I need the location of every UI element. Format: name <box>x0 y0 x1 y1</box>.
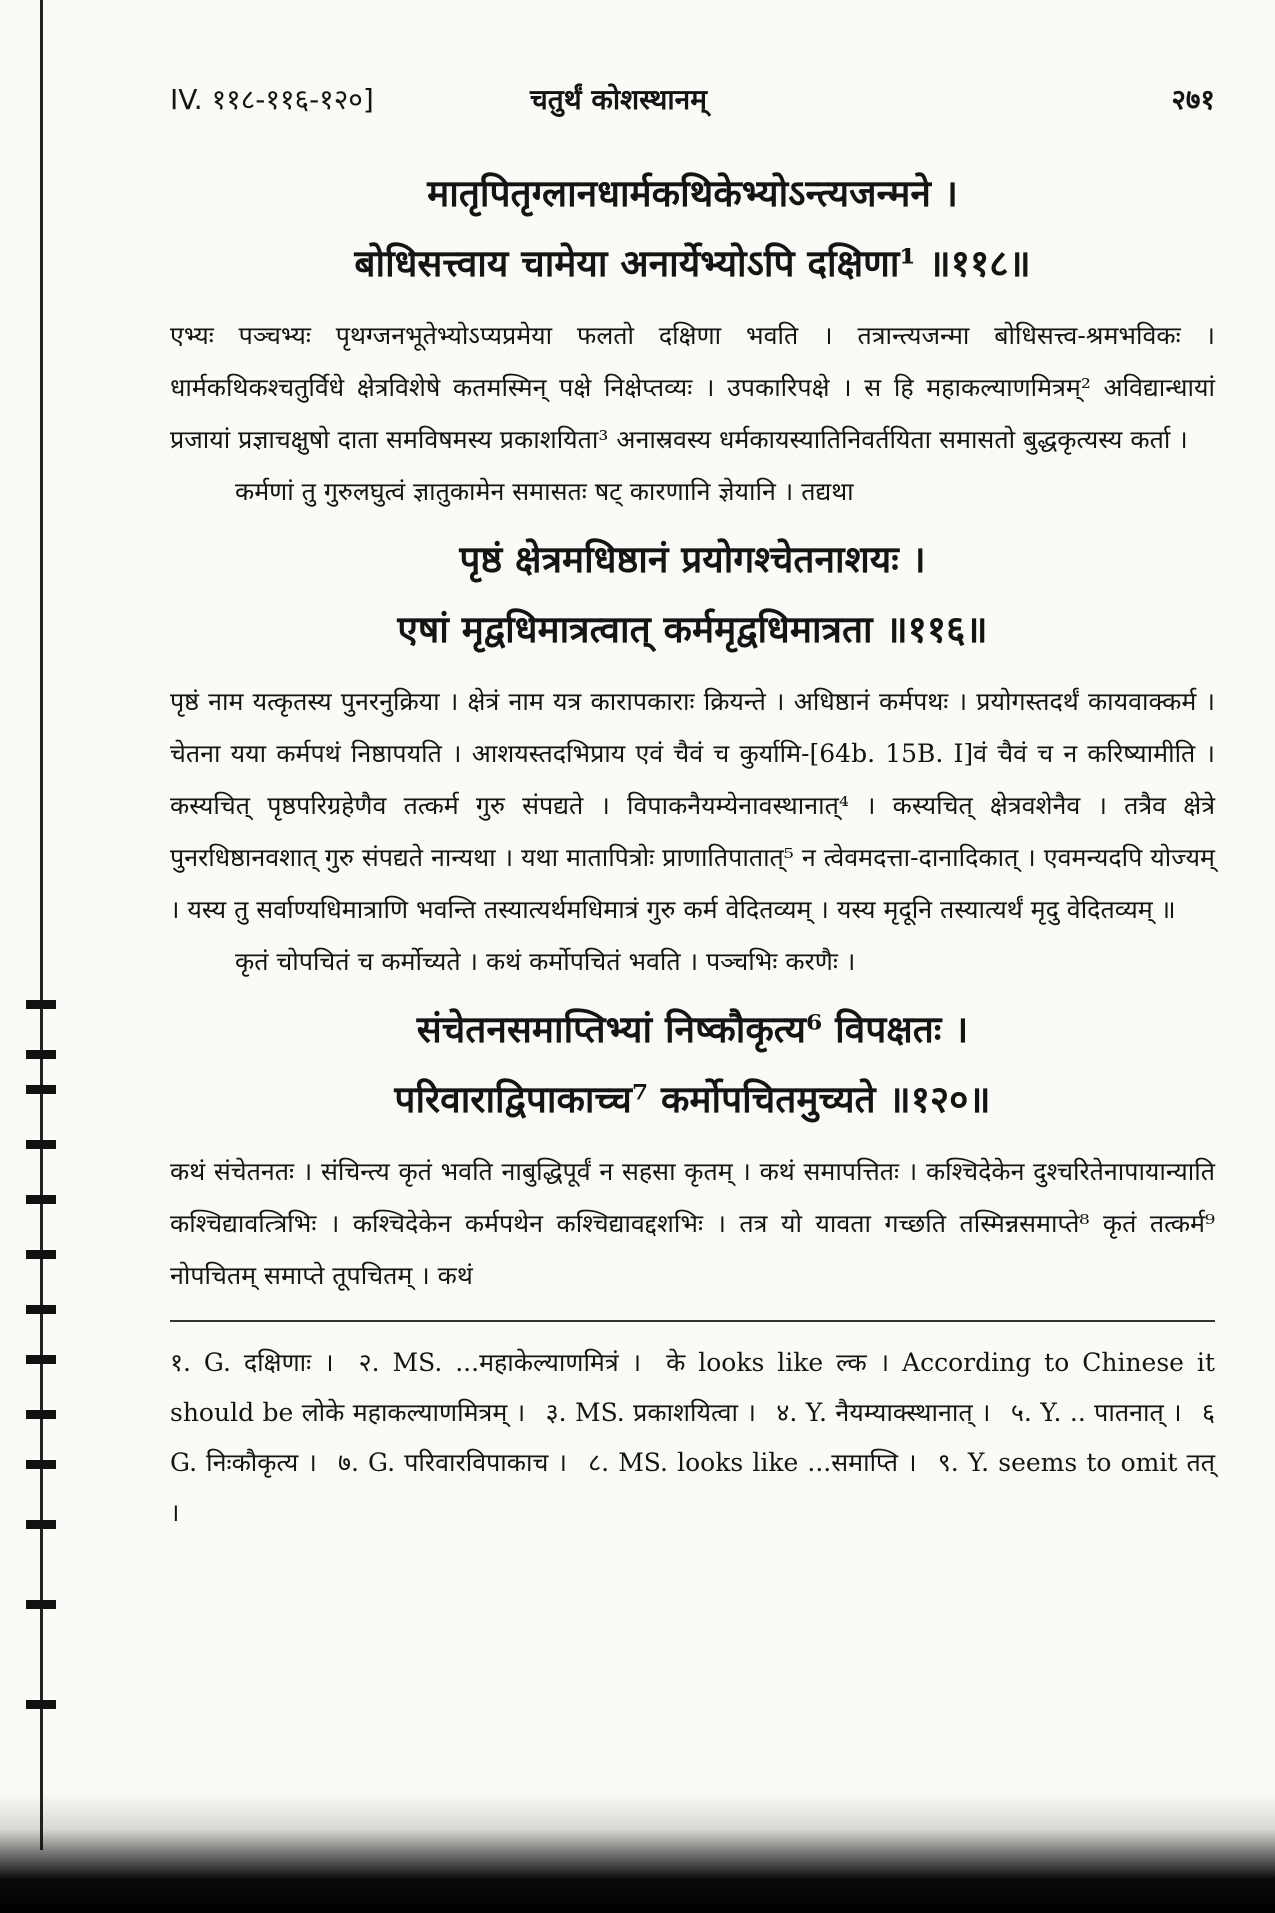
verse-118 <box>170 158 1215 298</box>
binding-mark <box>26 1355 56 1364</box>
verse-line: बोधिसत्त्वाय चामेया अनार्येभ्योऽपि दक्षिणा¹ ॥११८॥ <box>354 241 1031 285</box>
binding-mark <box>26 1195 56 1204</box>
binding-mark <box>26 1000 56 1009</box>
verse-line: पृष्ठं क्षेत्रमधिष्ठानं प्रयोगश्चेतनाशयः । <box>459 537 926 581</box>
scan-bottom-shadow <box>0 1793 1275 1913</box>
footnote: ९. Y. seems to omit तत् । <box>170 1448 1216 1527</box>
footnote: के looks like ल्क । According to Chinese it should be लोके महाकल्याणमित्रम् । <box>170 1348 1215 1427</box>
commentary-paragraph: कथं संचेतनतः । संचिन्त्य कृतं भवति नाबुद्धिपूर्वं न सहसा कृतम् । कथं समापत्तितः । कश्चिदेकेन दुश्चरितेनापायान्याति कश्चिद्यावत्त्रिभिः । कश्चिदेकेन कर्मपथेन कश्चिद्यावद्दशभिः । तत्र यो यावता गच्छति तस्मिन्नसमाप्ते⁸ कृतं तत्कर्म⁹ नोपचितम् समाप्ते तूपचितम् । कथं <box>170 1157 1215 1290</box>
book-page <box>170 80 1215 1538</box>
binding-mark <box>26 1410 56 1419</box>
page-binding-margin <box>0 0 90 1913</box>
commentary-paragraph: पृष्ठं नाम यत्कृतस्य पुनरनुक्रिया । क्षेत्रं नाम यत्र कारापकाराः क्रियन्ते । अधिष्ठानं कर्मपथः । प्रयोगस्तदर्थं कायवाक्कर्म । चेतना यया कर्मपथं निष्ठापयति । आशयस्तदभिप्राय एवं चैवं च कुर्यामि-[64b. 15B. I]वं चैवं च न करिष्यामीति । कस्यचित् पृष्ठपरिग्रहेणैव तत्कर्म गुरु संपद्यते । विपाकनैयम्येनावस्थानात्⁴ । कस्यचित् क्षेत्रवशेनैव । तत्रैव क्षेत्रे पुनरधिष्ठानवशात् गुरु संपद्यते नान्यथा । यथा मातापित्रोः प्राणातिपातात्⁵ न त्वेवमदत्ता-दानादिकात् । एवमन्यदपि योज्यम् । यस्य तु सर्वाण्यधिमात्राणि भवन्ति तस्यात्यर्थमधिमात्रं गुरु कर्म वेदितव्यम् । यस्य मृदूनि तस्यात्यर्थं मृदु वेदितव्यम् ॥ <box>170 687 1215 924</box>
footnote: ७. G. परिवारविपाकाच । <box>337 1448 567 1477</box>
section-reference: IV. ११८-११६-१२०] <box>170 83 374 116</box>
footnote: ५. Y. .. पातनात् । <box>1010 1398 1182 1427</box>
footnote: ३. MS. प्रकाशयित्वा । <box>545 1398 756 1427</box>
footnote: ४. Y. नैयम्याक्स्थानात् । <box>776 1398 991 1427</box>
verse-119 <box>170 524 1215 664</box>
binding-mark <box>26 1520 56 1529</box>
verse-120 <box>170 994 1215 1134</box>
verse-line: संचेतनसमाप्तिभ्यां निष्कौकृत्य⁶ विपक्षतः । <box>416 1007 969 1051</box>
binding-mark <box>26 1700 56 1709</box>
binding-mark <box>26 1250 56 1259</box>
commentary-paragraph: कर्मणां तु गुरुलघुत्वं ज्ञातुकामेन समासतः षट् कारणानि ज्ञेयानि । तद्यथा <box>235 477 854 506</box>
binding-mark <box>26 1140 56 1149</box>
binding-mark <box>26 1050 56 1059</box>
page-header <box>170 80 1215 118</box>
binding-mark <box>26 1600 56 1609</box>
footnote: १. G. दक्षिणाः । <box>170 1348 334 1377</box>
binding-mark <box>26 1085 56 1094</box>
running-title: चतुर्थं कोशस्थानम् <box>530 83 707 116</box>
binding-edge-line <box>40 0 43 1850</box>
binding-mark <box>26 1305 56 1314</box>
binding-mark <box>26 1460 56 1469</box>
commentary-120 <box>170 1146 1215 1302</box>
footnote: ८. MS. looks like ...समाप्ति । <box>588 1448 917 1477</box>
footnote-divider <box>170 1320 1215 1322</box>
commentary-118 <box>170 310 1215 518</box>
footnote: २. MS. ...महाकेल्याणमित्रं । <box>358 1348 642 1377</box>
verse-line: एषां मृद्वधिमात्रत्वात् कर्ममृद्वधिमात्रता ॥११६॥ <box>397 607 988 651</box>
page-number: २७१ <box>1171 83 1215 116</box>
commentary-paragraph: एभ्यः पञ्चभ्यः पृथग्जनभूतेभ्योऽप्यप्रमेया फलतो दक्षिणा भवति । तत्रान्त्यजन्मा बोधिसत्त्व-श्रमभविकः । धार्मकथिकश्चतुर्विधे क्षेत्रविशेषे कतमस्मिन् पक्षे निक्षेप्तव्यः । उपकारिपक्षे । स हि महाकल्याणमित्रम्² अविद्यान्धायां प्रजायां प्रज्ञाचक्षुषो दाता समविषमस्य प्रकाशयिता³ अनास्रवस्य धर्मकायस्यातिनिवर्तयिता समासतो बुद्धकृत्यस्य कर्ता । <box>170 321 1215 454</box>
verse-line: मातृपितृग्लानधार्मकथिकेभ्योऽन्त्यजन्मने । <box>427 171 958 215</box>
verse-line: परिवाराद्विपाकाच्च⁷ कर्मोपचितमुच्यते ॥१२०॥ <box>394 1077 991 1121</box>
commentary-paragraph: कृतं चोपचितं च कर्मोच्यते । कथं कर्मोपचितं भवति । पञ्चभिः करणैः । <box>235 947 856 976</box>
commentary-119 <box>170 676 1215 988</box>
footnote: ६ G. निःकौकृत्य । <box>170 1398 1216 1477</box>
footnotes <box>170 1338 1215 1538</box>
